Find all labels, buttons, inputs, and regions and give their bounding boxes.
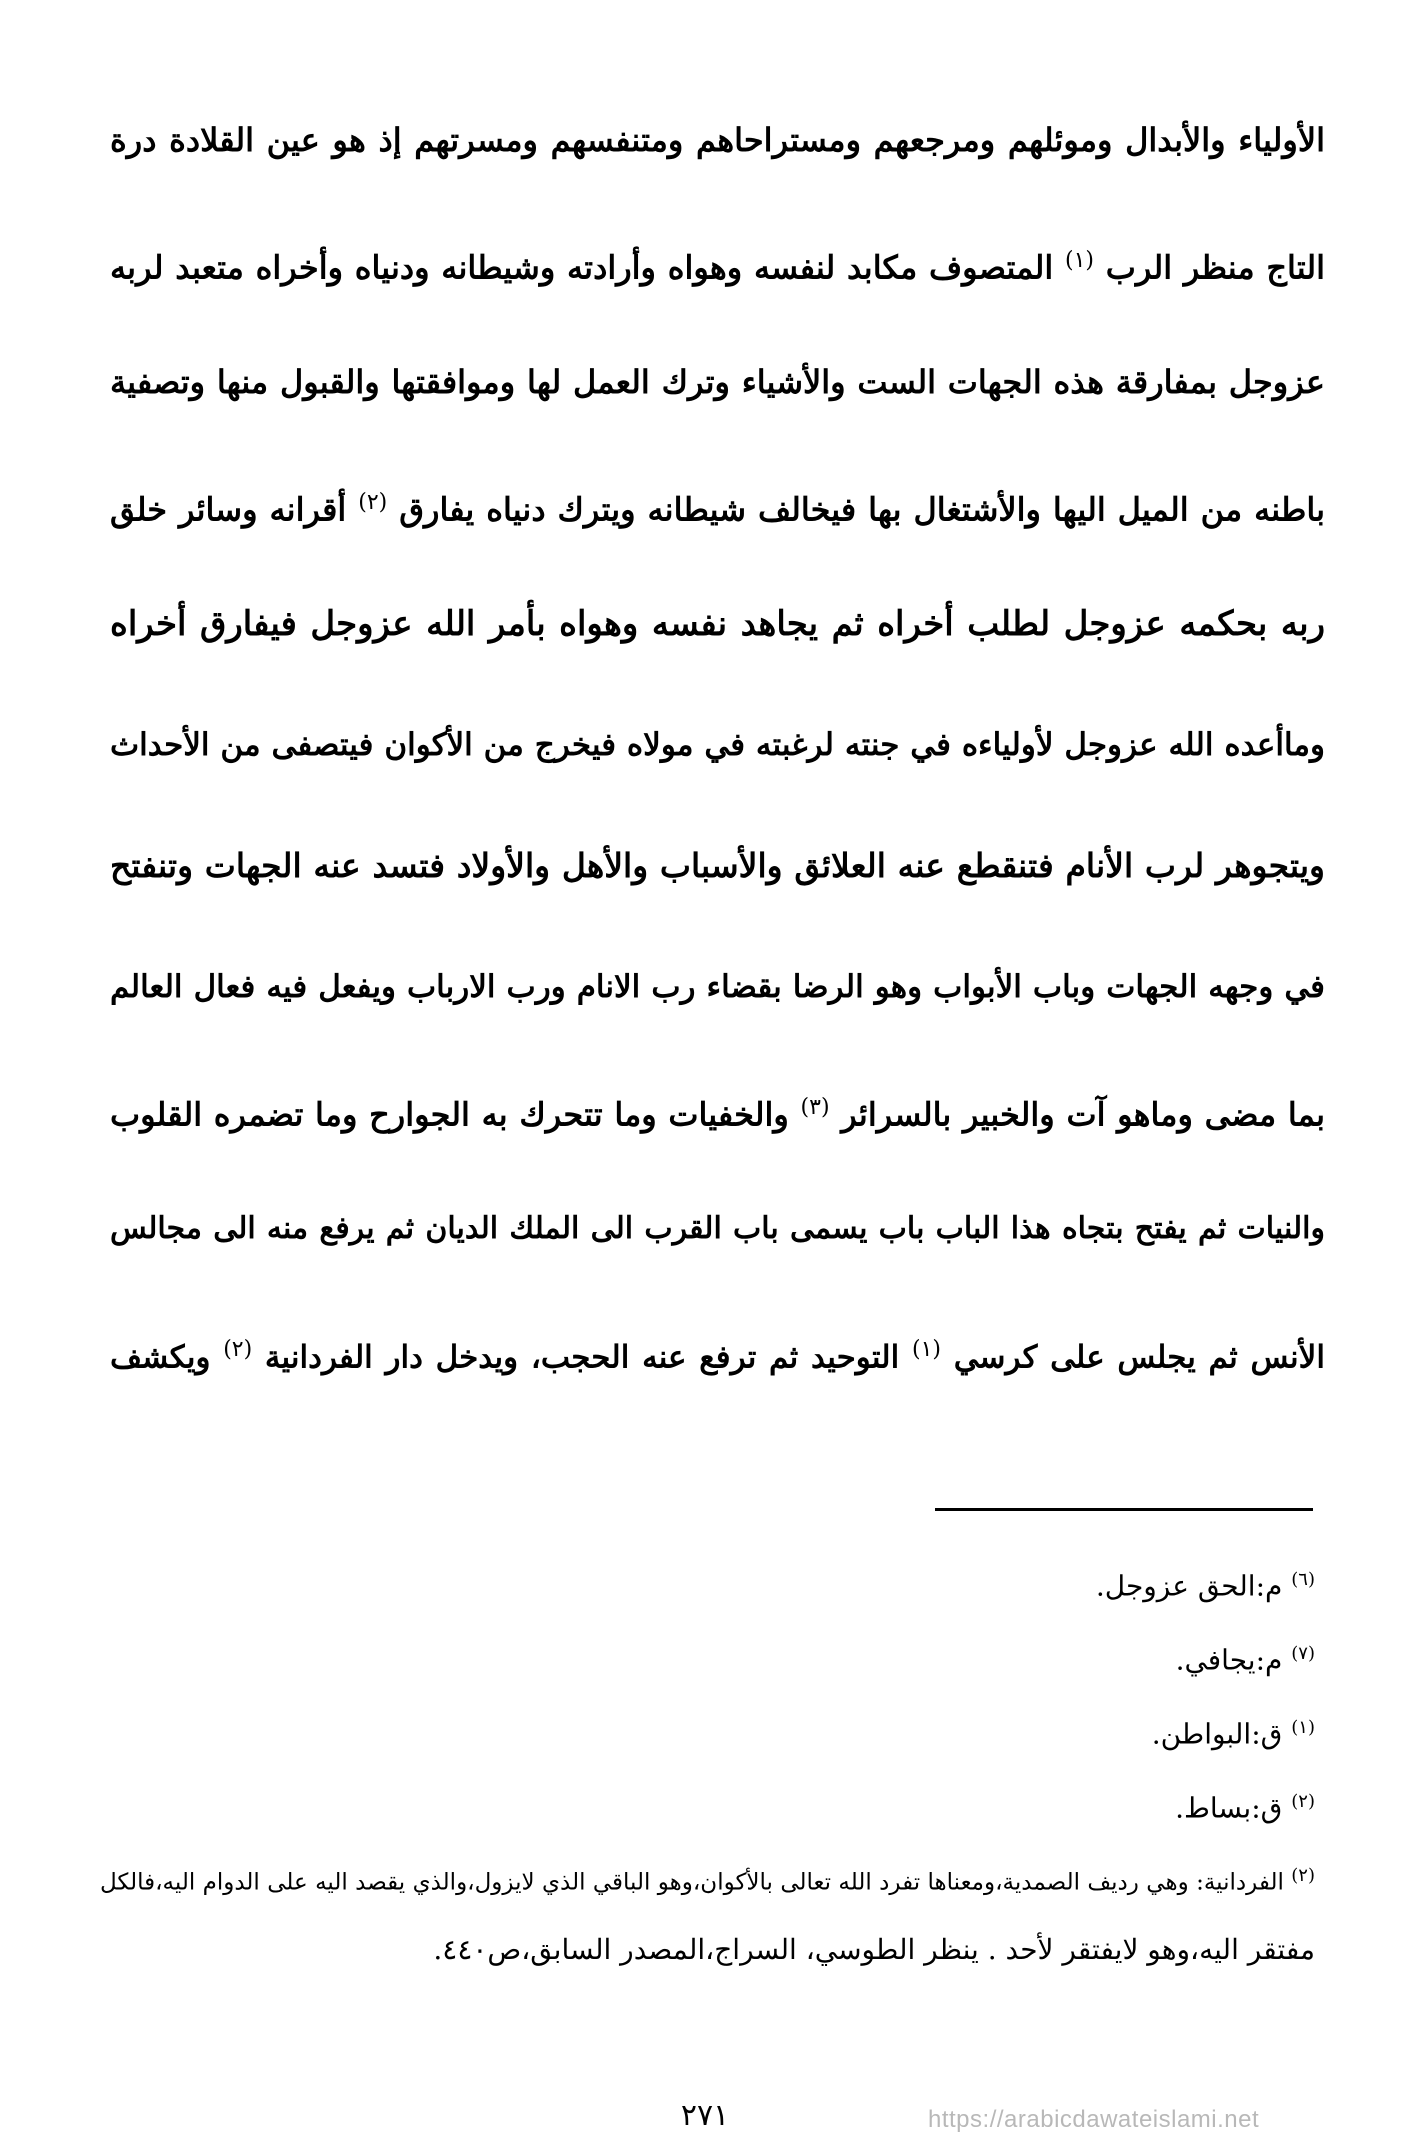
footnote-marker: (٢) bbox=[358, 490, 388, 515]
text-segment: عزوجل بمفارقة هذه الجهات الست والأشياء وترك العمل لها وموافقتها والقبول منها وتصفية bbox=[110, 363, 1325, 401]
footnote-text: م:الحق عزوجل. bbox=[1095, 1569, 1283, 1603]
text-segment: والخفيات وما تتحرك به الجوارح وما تضمره القلوب bbox=[110, 1095, 789, 1134]
text-segment: ويكشف bbox=[110, 1339, 211, 1376]
text-segment: المتصوف مكابد لنفسه وهواه وأرادته وشيطانه ودنياه وأخراه متعبد لربه bbox=[110, 248, 1054, 287]
text-line bbox=[110, 710, 1325, 831]
footnote bbox=[100, 1629, 1315, 1703]
text-segment: وماأعده الله عزوجل لأولياءه في جنته لرغبته في مولاه فيخرج من الأكوان فيتصفى من الأحداث bbox=[110, 727, 1325, 763]
footnote-text: ق:البواطن. bbox=[1151, 1717, 1283, 1751]
text-line bbox=[110, 468, 1325, 589]
footnote bbox=[100, 1851, 1315, 1925]
text-line bbox=[110, 347, 1325, 468]
text-line bbox=[110, 952, 1325, 1073]
text-segment: التاج منظر الرب bbox=[1105, 248, 1325, 287]
watermark-url: https://arabicdawateislami.net bbox=[928, 2106, 1260, 2133]
footnote-continuation bbox=[100, 1925, 1315, 1999]
footnote bbox=[100, 1555, 1315, 1629]
footnote-number: (١) bbox=[1291, 1717, 1315, 1738]
footnote-text: ق:بساط. bbox=[1175, 1791, 1283, 1825]
text-segment: والنيات ثم يفتح بتجاه هذا الباب باب يسمى باب القرب الى الملك الديان ثم يرفع منه الى مجالس bbox=[110, 1211, 1325, 1246]
footnote-number: (٦) bbox=[1291, 1569, 1315, 1590]
footnotes-block bbox=[100, 1555, 1315, 1999]
text-segment: ربه بحكمه عزوجل لطلب أخراه ثم يجاهد نفسه وهواه بأمر الله عزوجل فيفارق أخراه bbox=[110, 604, 1325, 644]
footnote-divider bbox=[935, 1508, 1313, 1511]
footnote-text: مفتقر اليه،وهو لايفتقر لأحد . ينظر الطوسي، السراج،المصدر السابق،ص٤٤٠. bbox=[433, 1933, 1315, 1966]
footnote bbox=[100, 1703, 1315, 1777]
text-line bbox=[110, 1315, 1325, 1436]
text-line bbox=[110, 105, 1325, 226]
footnote-marker: (٣) bbox=[800, 1095, 830, 1120]
text-line bbox=[110, 589, 1325, 710]
footnote-number: (٢) bbox=[1291, 1791, 1315, 1812]
footnote-text: الفردانية: وهي رديف الصمدية،ومعناها تفرد الله تعالى بالأكوان،وهو الباقي الذي لايزول،والذي يقصد اليه على الدوام اليه،فالكل bbox=[100, 1869, 1284, 1896]
text-line bbox=[110, 1194, 1325, 1315]
footnote-number: (٢) bbox=[1291, 1865, 1315, 1886]
footnote-marker: (١) bbox=[1064, 248, 1094, 273]
footnote-text: م:يجافي. bbox=[1175, 1643, 1283, 1677]
text-segment: الأنس ثم يجلس على كرسي bbox=[953, 1339, 1325, 1376]
text-segment: أقرانه وسائر خلق bbox=[110, 490, 347, 529]
text-segment: باطنه من الميل اليها والأشتغال بها فيخالف شيطانه ويترك دنياه يفارق bbox=[399, 490, 1325, 529]
text-segment: التوحيد ثم ترفع عنه الحجب، ويدخل دار الفردانية bbox=[264, 1339, 900, 1376]
main-text-block bbox=[110, 105, 1325, 1436]
footnote-marker: (١) bbox=[911, 1337, 941, 1362]
text-segment: ويتجوهر لرب الأنام فتنقطع عنه العلائق والأسباب والأهل والأولاد فتسد عنه الجهات وتنفتح bbox=[110, 846, 1325, 885]
text-line bbox=[110, 831, 1325, 952]
text-segment: في وجهه الجهات وباب الأبواب وهو الرضا بقضاء رب الانام ورب الارباب ويفعل فيه فعال العالم bbox=[110, 969, 1325, 1005]
footnote-number: (٧) bbox=[1291, 1643, 1315, 1664]
text-segment: الأولياء والأبدال وموئلهم ومرجعهم ومستراحاهم ومتنفسهم ومسرتهم إذ هو عين القلادة درة bbox=[110, 121, 1325, 159]
page-number: ٢٧١ bbox=[680, 2098, 730, 2133]
footnote bbox=[100, 1777, 1315, 1851]
text-line bbox=[110, 226, 1325, 347]
text-segment: بما مضى وماهو آت والخبير بالسرائر bbox=[841, 1095, 1325, 1134]
text-line bbox=[110, 1073, 1325, 1194]
footnote-marker: (٢) bbox=[223, 1337, 253, 1362]
